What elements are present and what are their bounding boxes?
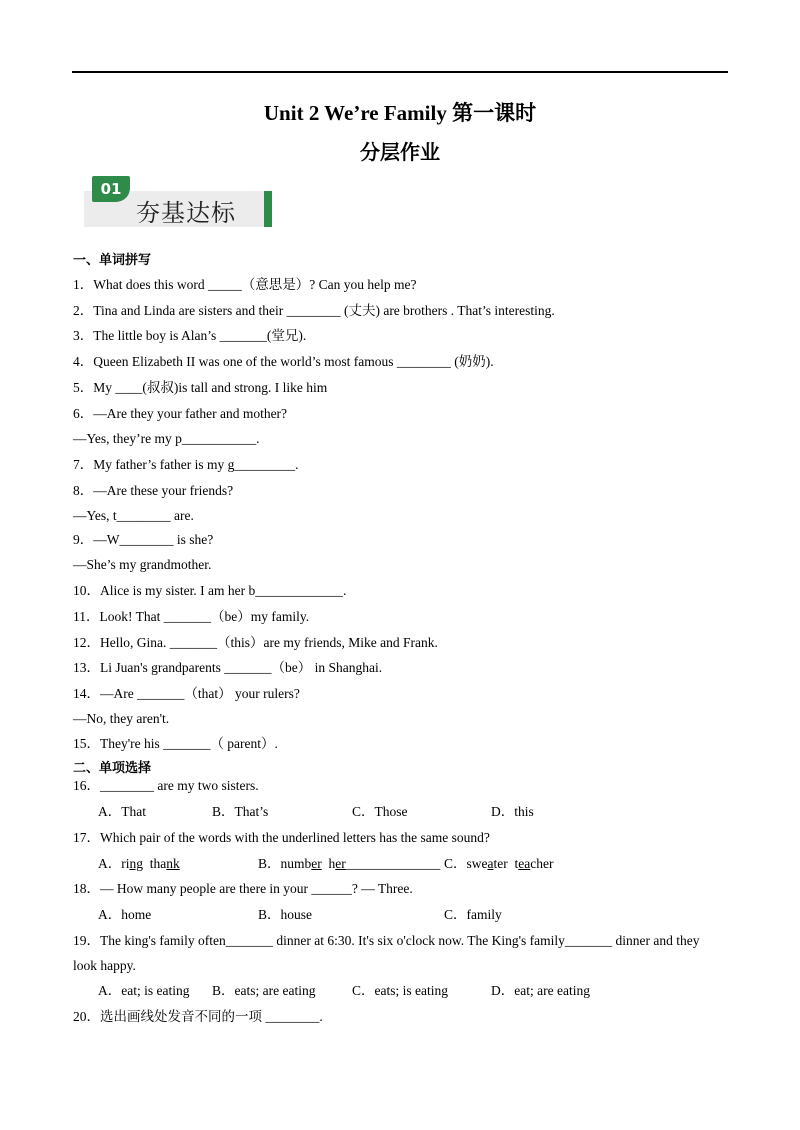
question-line: 5．My ____(叔叔)is tall and strong. I like him (73, 380, 328, 395)
question-line: 1．What does this word _____（意思是）? Can you help me? (73, 277, 417, 292)
option-a: A．home (98, 907, 152, 922)
question-line: 3．The little boy is Alan’s _______(堂兄). (73, 328, 307, 343)
question-line: 13．Li Juan's grandparents _______（be） in Shanghai. (73, 660, 383, 675)
option-c: C．eats; is eating (352, 983, 448, 998)
question-line: 14．—Are _______（that） your rulers? (73, 686, 300, 701)
question-line: 6．—Are they your father and mother? (73, 406, 288, 421)
option-b: B．number her______________ (258, 856, 441, 871)
question-16-stem: 16．________ are my two sisters. (73, 778, 259, 793)
option-a: A．ring thank (98, 856, 180, 871)
answer-line: —Yes, they’re my p___________. (73, 431, 260, 446)
option-b: B．eats; are eating (212, 983, 316, 998)
question-17-stem: 17．Which pair of the words with the underlined letters has the same sound? (73, 830, 490, 845)
option-d: D．this (491, 804, 534, 819)
question-line: 8．—Are these your friends? (73, 483, 234, 498)
option-b: B．That’s (212, 804, 269, 819)
question-line: 9．—W________ is she? (73, 532, 214, 547)
section-badge (84, 176, 274, 230)
top-rule (72, 71, 728, 73)
answer-line: —No, they aren't. (73, 711, 170, 726)
question-19-stem: 19．The king's family often_______ dinner at 6:30. It's six o'clock now. The King's family_______ dinner and they (73, 933, 700, 948)
question-line: 15．They're his _______（ parent）. (73, 736, 278, 751)
option-d: D．eat; are eating (491, 983, 590, 998)
question-18-stem: 18．— How many people are there in your ______? — Three. (73, 881, 413, 896)
option-a: A．That (98, 804, 146, 819)
page-title: Unit 2 We’re Family 第一课时 (263, 101, 537, 125)
section-heading: 二、单项选择 (73, 761, 152, 776)
question-20-stem: 20．选出画线处发音不同的一项 ________. (73, 1009, 323, 1024)
question-line: 12．Hello, Gina. _______（this）are my friends, Mike and Frank. (73, 635, 438, 650)
section-heading: 一、单词拼写 (73, 253, 152, 268)
question-line: 4．Queen Elizabeth II was one of the world’s most famous ________ (奶奶). (73, 354, 494, 369)
option-c: C．Those (352, 804, 408, 819)
page-subtitle: 分层作业 (360, 142, 440, 164)
question-line: 11．Look! That _______（be）my family. (73, 609, 310, 624)
badge-number: 01 (92, 176, 130, 202)
badge-label: 夯基达标 (136, 199, 236, 227)
option-b: B．house (258, 907, 312, 922)
question-line: 10．Alice is my sister. I am her b_____________. (73, 583, 347, 598)
question-19-stem-cont: look happy. (73, 958, 136, 973)
option-c: C．sweater teacher (444, 856, 554, 871)
option-c: C．family (444, 907, 502, 922)
option-a: A．eat; is eating (98, 983, 190, 998)
question-line: 7．My father’s father is my g_________. (73, 457, 299, 472)
question-line: 2．Tina and Linda are sisters and their ________ (丈夫) are brothers . That’s interesting. (73, 303, 555, 318)
answer-line: —She’s my grandmother. (73, 557, 212, 572)
badge-accent (264, 191, 272, 227)
answer-line: —Yes, t________ are. (73, 508, 194, 523)
